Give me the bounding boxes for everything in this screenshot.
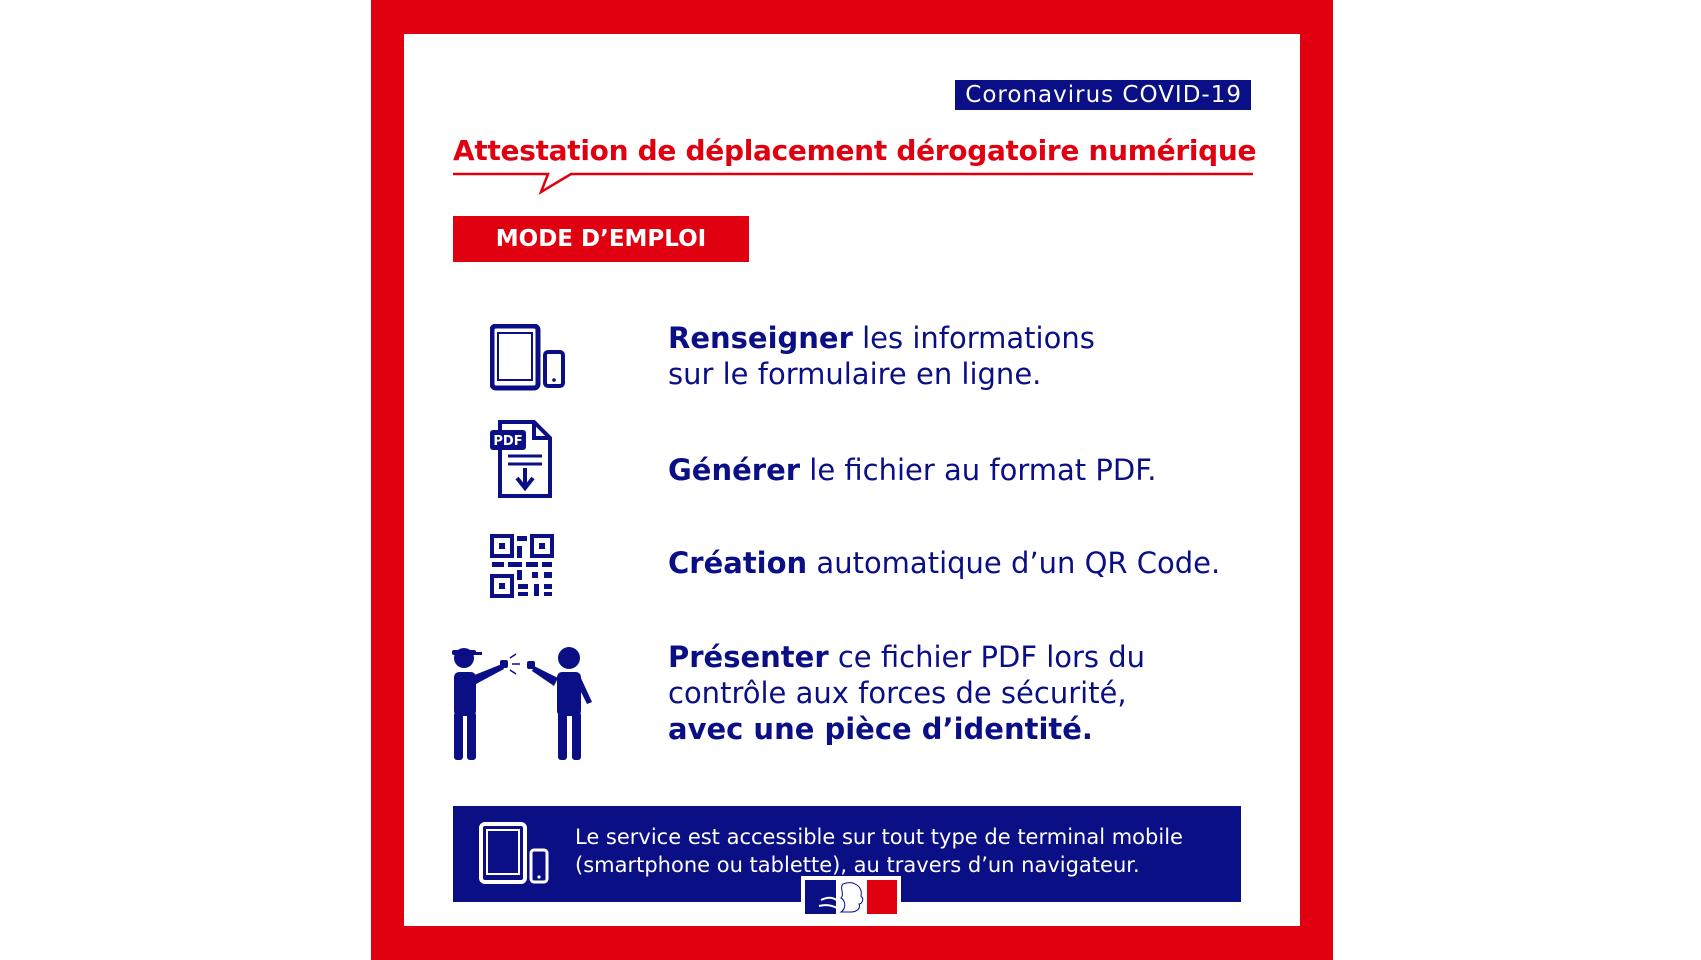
instruction-card	[404, 34, 1300, 926]
step-present-line2: contrôle aux forces de sécurité,	[668, 676, 1127, 710]
step-present-line3: avec une pièce d’identité.	[668, 712, 1093, 746]
marianne-logo	[801, 876, 901, 918]
notice-line2: (smartphone ou tablette), au travers d’un navigateur.	[575, 853, 1140, 877]
page-title: Attestation de déplacement dérogatoire numérique	[453, 134, 1257, 167]
title-underline	[453, 170, 1253, 212]
police-check-icon	[450, 644, 600, 764]
tablet-phone-icon	[479, 822, 549, 886]
step-present-rest: ce fichier PDF lors du	[828, 640, 1146, 674]
step-qr-code-rest: automatique d’un QR Code.	[807, 546, 1221, 580]
notice-line1: Le service est accessible sur tout type de terminal mobile	[575, 825, 1183, 849]
step-fill-form-line2: sur le formulaire en ligne.	[668, 357, 1042, 391]
step-present-verb: Présenter	[668, 640, 829, 674]
notice-text	[575, 823, 1183, 879]
step-fill-form	[668, 320, 1095, 392]
red-frame	[371, 0, 1333, 960]
qr-code-icon	[490, 534, 554, 598]
step-qr-code-verb: Création	[668, 546, 808, 580]
pdf-download-icon	[490, 420, 554, 500]
step-generate-pdf-rest: le fichier au format PDF.	[800, 453, 1157, 487]
step-fill-form-verb: Renseigner	[668, 321, 853, 355]
pdf-icon-label: PDF	[493, 434, 523, 449]
step-qr-code	[668, 545, 1220, 581]
mode-d-emploi-label: MODE D’EMPLOI	[453, 216, 749, 262]
step-generate-pdf-verb: Générer	[668, 453, 801, 487]
step-generate-pdf	[668, 452, 1156, 488]
covid-tag: Coronavirus COVID-19	[955, 80, 1251, 110]
step-fill-form-rest: les informations	[852, 321, 1095, 355]
step-present	[668, 639, 1145, 747]
tablet-phone-icon	[490, 324, 566, 392]
